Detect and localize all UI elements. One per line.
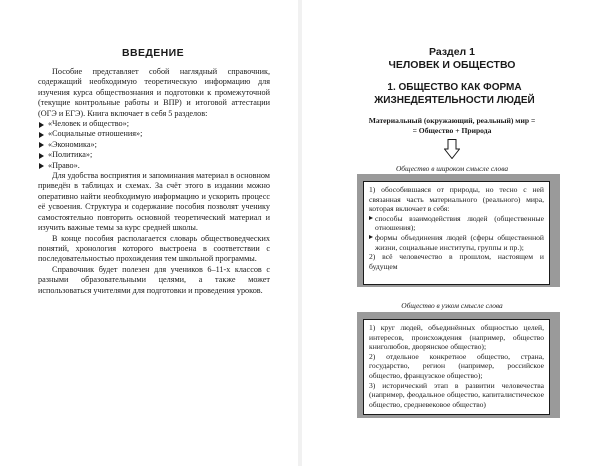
bullet-triangle-icon bbox=[39, 132, 44, 138]
chapter-heading: 1. ОБЩЕСТВО КАК ФОРМА ЖИЗНЕДЕЯТЕЛЬНОСТИ ЛЮДЕЙ bbox=[374, 82, 535, 106]
sections-list bbox=[38, 119, 270, 171]
bullet-triangle-icon bbox=[369, 235, 373, 239]
narrow-meaning-caption: Общество в узком смысле слова bbox=[401, 301, 503, 310]
left-page bbox=[0, 0, 298, 466]
broad-meaning-box: 1) обособившаяся от природы, но тесно с ней связанная часть материального (реального) мира, которая включает в себя: способы взаимодействия людей (общественные отношения); формы объединения людей (сферы общественной жизни, социальные институты, группы и пр.); 2) всё человечество в прошлом, настоящем и будущем bbox=[363, 181, 550, 285]
bullet-triangle-icon bbox=[39, 142, 44, 148]
bullet-triangle-icon bbox=[39, 163, 44, 169]
narrow-meaning-box: 1) круг людей, объединённых общностью целей, интересов, происхождения (например, общество книголюбов, дворянское общество); 2) отдельное конкретное общество, страна, государство, регион (например, российское общество, французское общество); 3) исторический этап в развитии человечества (например, феодальное общество, капиталистическое общество, средневековое общество) bbox=[363, 319, 550, 415]
list-item: «Право». bbox=[38, 161, 270, 171]
list-item: «Человек и общество»; bbox=[38, 119, 270, 129]
intro-paragraph-1: Пособие представляет собой наглядный справочник, содержащий необходимую теоретическую информацию для изучения курса обществознания и подготовки к промежуточной (текущие контрольные работы и ВПР) и итоговой аттестации (ОГЭ и ЕГЭ). Книга включает в себя 5 разделов: bbox=[38, 67, 270, 118]
introduction-title: ВВЕДЕНИЕ bbox=[122, 47, 184, 59]
world-formula: Материальный (окружающий, реальный) мир = = Общество + Природа bbox=[368, 116, 536, 135]
intro-paragraph-2: Для удобства восприятия и запоминания материал в основном приведён в таблицах и схемах. За счёт этого в издании можно оперативно найти необходимую информацию и ускорить процесс её усвоения. Структура и содержание пособия позволят ученику самостоятельно повторить основной теоретический материал и изучить важные темы за курс средней школы. bbox=[38, 171, 270, 233]
right-page bbox=[302, 0, 600, 466]
section-label: Раздел 1 bbox=[429, 46, 475, 58]
list-item: «Политика»; bbox=[38, 150, 270, 160]
intro-paragraph-3: В конце пособия располагается словарь обществоведческих понятий, хронология которого выстроена в соответствии с последовательностью прохождения тем школьной программы. bbox=[38, 233, 270, 264]
bullet-triangle-icon bbox=[39, 122, 44, 128]
bullet-triangle-icon bbox=[369, 216, 373, 220]
list-item: «Социальные отношения»; bbox=[38, 129, 270, 139]
broad-meaning-caption: Общество в широком смысле слова bbox=[395, 164, 509, 173]
down-arrow-icon bbox=[444, 139, 460, 159]
intro-paragraph-4: Справочник будет полезен для учеников 6–11-х классов с разными образовательными целями, а также может использоваться учителями для подготовки и проведения уроков. bbox=[38, 264, 270, 295]
section-heading bbox=[357, 46, 547, 72]
section-title: ЧЕЛОВЕК И ОБЩЕСТВО bbox=[388, 59, 516, 71]
bullet-triangle-icon bbox=[39, 153, 44, 159]
introduction-body bbox=[38, 67, 270, 296]
list-item: «Экономика»; bbox=[38, 140, 270, 150]
